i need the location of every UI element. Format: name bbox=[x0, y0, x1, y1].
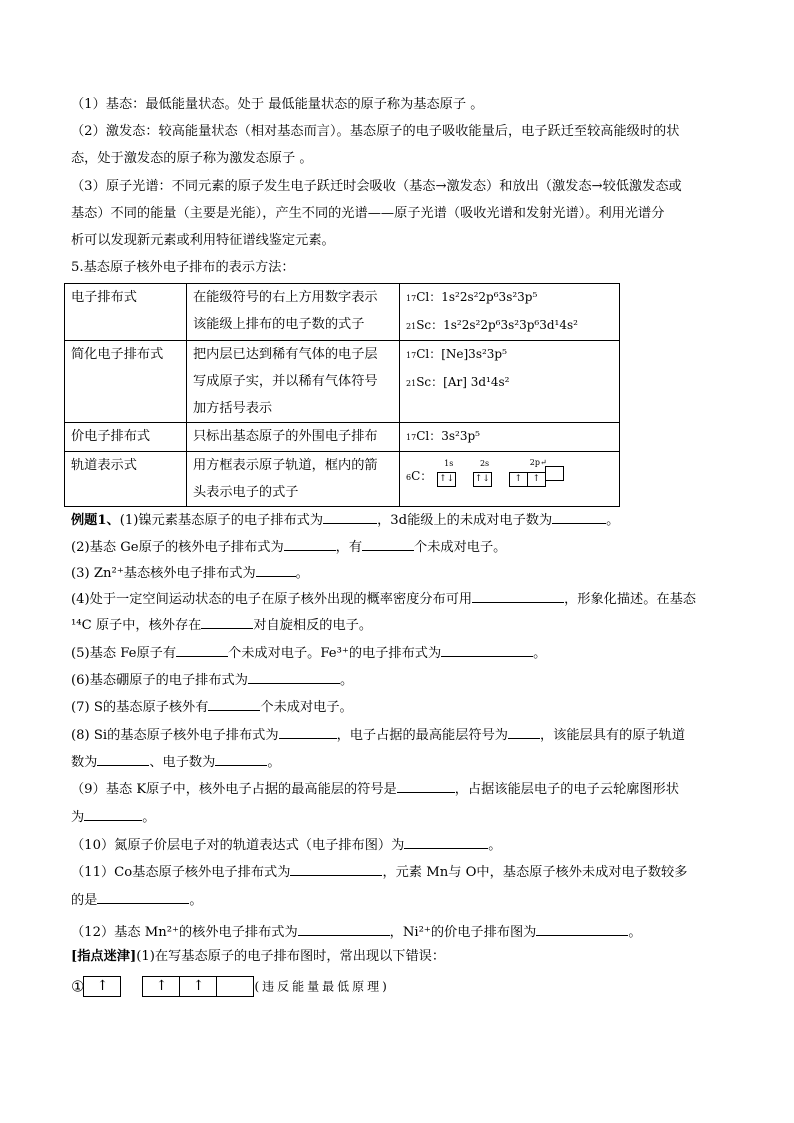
question-9: （9）基态 K原子中，核外电子占据的最高能层的符号是 ，占据该能层电子的电子云轮廓图形状 bbox=[71, 779, 679, 798]
answer-blank[interactable] bbox=[97, 752, 149, 766]
answer-blank[interactable] bbox=[248, 670, 340, 684]
question-4: (4)处于一定空间运动状态的电子在原子核外出现的概率密度分布可用 ，形象化描述。在基态 bbox=[71, 589, 696, 608]
row-example: 17Cl：3s²3p⁵ bbox=[400, 423, 620, 452]
electron-config-table bbox=[64, 283, 620, 507]
question-8: (8) Si的基态原子核外电子排布式为 ，电子占据的最高能层符号为 ，该能层具有的原子轨道 bbox=[71, 725, 685, 744]
question-3: (3) Zn²⁺基态核外电子排布式为 。 bbox=[71, 563, 309, 582]
answer-blank[interactable] bbox=[536, 922, 628, 936]
answer-blank[interactable] bbox=[208, 697, 260, 711]
answer-blank[interactable] bbox=[362, 537, 414, 551]
answer-blank[interactable] bbox=[323, 510, 377, 524]
answer-blank[interactable] bbox=[84, 807, 142, 821]
row-name: 电子排布式 bbox=[65, 284, 187, 341]
row-name: 轨道表示式 bbox=[65, 452, 187, 507]
row-desc: 只标出基态原子的外围电子排布 bbox=[187, 423, 400, 452]
row-example: 17Cl：1s²2s²2p⁶3s²3p⁵ 21Sc：1s²2s²2p⁶3s²3p⁶3d¹4s² bbox=[400, 284, 620, 341]
answer-blank[interactable] bbox=[256, 563, 296, 577]
question-9-cont: 为 。 bbox=[71, 807, 155, 826]
question-7: (7) S的基态原子核外有 个未成对电子。 bbox=[71, 697, 353, 716]
answer-blank[interactable] bbox=[298, 922, 390, 936]
question-11-cont: 的是 。 bbox=[71, 890, 203, 909]
orbital-2p: 2p↵ ↑ ↑ bbox=[510, 466, 564, 487]
question-11: （11）Co基态原子核外电子排布式为 ，元素 Mn与 O中，基态原子核外未成对电子数较多 bbox=[71, 862, 687, 881]
table-row bbox=[65, 341, 620, 423]
question-8-cont: 数为 、电子数为 。 bbox=[71, 752, 281, 771]
question-5: (5)基态 Fe原子有 个未成对电子。Fe³⁺的电子排布式为 。 bbox=[71, 643, 546, 662]
orbital-1s: 1s ↑↓ bbox=[438, 467, 456, 487]
section-heading: 5.基态原子核外电子排布的表示方法： bbox=[71, 260, 295, 275]
para-excited-state-2: 态，处于激发态的原子称为激发态原子 。 bbox=[71, 151, 313, 166]
para-ground-state: （1）基态：最低能量状态。处于 最低能量状态的原子称为基态原子 。 bbox=[71, 97, 484, 112]
row-name: 价电子排布式 bbox=[65, 423, 187, 452]
answer-blank[interactable] bbox=[397, 779, 455, 793]
question-2: (2)基态 Ge原子的核外电子排布式为 ，有 个未成对电子。 bbox=[71, 537, 506, 556]
row-desc: 把内层已达到稀有气体的电子层 写成原子实，并以稀有气体符号 加方括号表示 bbox=[187, 341, 400, 423]
answer-blank[interactable] bbox=[552, 510, 606, 524]
answer-blank[interactable] bbox=[290, 862, 382, 876]
row-desc: 用方框表示原子轨道，框内的箭 头表示电子的式子 bbox=[187, 452, 400, 507]
answer-blank[interactable] bbox=[508, 725, 540, 739]
answer-blank[interactable] bbox=[215, 752, 267, 766]
para-spectrum-1: （3）原子光谱：不同元素的原子发生电子跃迁时会吸收（基态→激发态）和放出（激发态→较低激发态或 bbox=[71, 179, 682, 194]
row-example: 17Cl：[Ne]3s²3p⁵ 21Sc：[Ar] 3d¹4s² bbox=[400, 341, 620, 423]
tip-line: [指点迷津](1)在写基态原子的电子排布图时，常出现以下错误： bbox=[71, 949, 446, 964]
row-name: 简化电子排布式 bbox=[65, 341, 187, 423]
error-example: ① ↑ ↑ ↑ (违反能量最低原理) bbox=[71, 977, 390, 996]
para-spectrum-3: 析可以发现新元素或利用特征谱线鉴定元素。 bbox=[71, 233, 335, 248]
table-row bbox=[65, 452, 620, 507]
question-6: (6)基态硼原子的电子排布式为 。 bbox=[71, 670, 353, 689]
answer-blank[interactable] bbox=[404, 835, 488, 849]
answer-blank[interactable] bbox=[279, 725, 337, 739]
answer-blank[interactable] bbox=[97, 890, 189, 904]
answer-blank[interactable] bbox=[201, 615, 253, 629]
para-excited-state-1: （2）激发态：较高能量状态（相对基态而言）。基态原子的电子吸收能量后，电子跃迁至较高能级时的状 bbox=[71, 124, 680, 139]
para-spectrum-2: 基态）不同的能量（主要是光能），产生不同的光谱——原子光谱（吸收光谱和发射光谱）。利用光谱分 bbox=[71, 206, 665, 221]
row-desc: 在能级符号的右上方用数字表示 该能级上排布的电子数的式子 bbox=[187, 284, 400, 341]
table-row bbox=[65, 284, 620, 341]
answer-blank[interactable] bbox=[284, 537, 336, 551]
question-12: （12）基态 Mn²⁺的核外电子排布式为 ，Ni²⁺的价电子排布图为 。 bbox=[71, 922, 642, 941]
answer-blank[interactable] bbox=[441, 643, 533, 657]
orbital-diagram: 6C： 1s ↑↓ 2s ↑↓ 2p↵ ↑ ↑ bbox=[400, 452, 620, 507]
question-4-cont: ¹⁴C 原子中，核外存在 对自旋相反的电子。 bbox=[71, 615, 372, 634]
orbital-2s: 2s ↑↓ bbox=[474, 467, 492, 487]
question-10: （10）氮原子价层电子对的轨道表达式（电子排布图）为 。 bbox=[71, 835, 501, 854]
answer-blank[interactable] bbox=[472, 589, 564, 603]
table-row bbox=[65, 423, 620, 452]
question-1: 例题1、(1)镍元素基态原子的电子排布式为 ，3d能级上的未成对电子数为 。 bbox=[71, 510, 619, 529]
answer-blank[interactable] bbox=[176, 643, 228, 657]
